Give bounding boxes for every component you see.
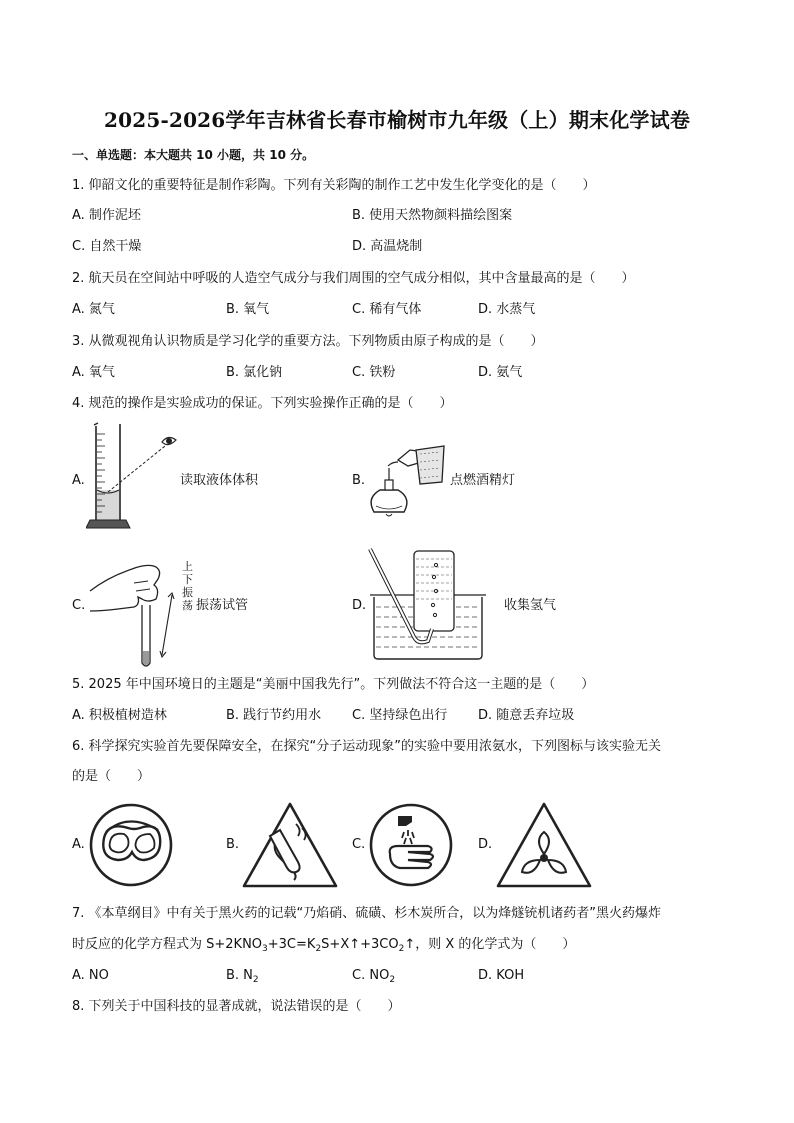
question-2-stem: 2. 航天员在空间站中呼吸的人造空气成分与我们周围的空气成分相似，其中含量最高的是（ ） — [72, 271, 635, 286]
question-1-option-b: B. 使用天然物颜料描绘图案 — [352, 208, 513, 223]
question-5-option-b: B. 践行节约用水 — [226, 708, 322, 723]
question-2-option-d: D. 水蒸气 — [478, 302, 536, 317]
question-3-option-b: B. 氯化钠 — [226, 365, 283, 380]
page-title: 2025-2026学年吉林省长春市榆树市九年级（上）期末化学试卷 — [103, 108, 691, 132]
question-7-option-b: B. $N_2$ — [226, 968, 259, 985]
question-4-option-c-text: 振荡试管 — [196, 598, 249, 613]
question-4-option-d-letter: D. — [352, 598, 367, 613]
question-3-option-a: A. 氧气 — [72, 365, 115, 380]
question-3-option-d: D. 氨气 — [478, 365, 523, 380]
question-6-option-d-letter: D. — [478, 837, 493, 852]
question-1-stem: 1. 仰韶文化的重要特征是制作彩陶。下列有关彩陶的制作工艺中发生化学变化的是（ ） — [72, 178, 596, 193]
gas-collection-figure — [366, 545, 494, 663]
question-5-option-d: D. 随意丢弃垃圾 — [478, 708, 575, 723]
section-heading: 一、单选题：本大题共 10 小题，共 10 分。 — [72, 148, 315, 162]
question-8-stem: 8. 下列关于中国科技的显著成就，说法错误的是（ ） — [72, 999, 401, 1014]
question-2-option-c: C. 稀有气体 — [352, 302, 422, 317]
alcohol-lamp-figure — [364, 442, 450, 520]
question-4-option-d-text: 收集氢气 — [504, 598, 557, 613]
question-7-option-d: D. KOH — [478, 968, 525, 983]
question-6-stem-line-1: 6. 科学探究实验首先要保障安全，在探究“分子运动现象”的实验中要用浓氨水，下列图标与该实验无关 — [72, 739, 662, 754]
question-1-option-d: D. 高温烧制 — [352, 239, 423, 254]
question-4-stem: 4. 规范的操作是实验成功的保证。下列实验操作正确的是（ ） — [72, 396, 453, 411]
question-1-option-c: C. 自然干燥 — [72, 239, 142, 254]
question-6-option-b-letter: B. — [226, 837, 240, 852]
question-4-option-c-letter: C. — [72, 598, 86, 613]
question-3-stem: 3. 从微观视角认识物质是学习化学的重要方法。下列物质由原子构成的是（ ） — [72, 334, 544, 349]
wash-hands-icon — [368, 802, 454, 888]
question-6-option-c-letter: C. — [352, 837, 366, 852]
question-7-stem-line-1: 7. 《本草纲目》中有关于黑火药的记载“乃焰硝、硫磺、杉木炭所合，以为烽燧铳机诸药者”黑火药爆炸 — [72, 906, 662, 921]
ventilation-fan-icon — [494, 800, 594, 890]
question-4-option-a-letter: A. — [72, 473, 85, 488]
question-3-option-c: C. 铁粉 — [352, 365, 396, 380]
question-1-option-a: A. 制作泥坯 — [72, 208, 141, 223]
question-2-option-b: B. 氧气 — [226, 302, 270, 317]
question-7-option-c: C. $NO_2$ — [352, 968, 396, 985]
question-5-option-c: C. 坚持绿色出行 — [352, 708, 448, 723]
shake-direction-annotation: 上 下 振 荡 — [182, 560, 193, 612]
graduated-cylinder-figure — [86, 420, 186, 538]
question-6-stem-line-2: 的是（ ） — [72, 769, 151, 784]
question-7-option-a: A. NO — [72, 968, 109, 983]
question-2-option-a: A. 氮气 — [72, 302, 115, 317]
hot-surface-warning-icon — [240, 800, 340, 890]
question-4-option-b-text: 点燃酒精灯 — [450, 473, 516, 488]
question-4-option-a-text: 读取液体体积 — [180, 473, 259, 488]
shake-test-tube-figure — [88, 555, 188, 673]
goggles-icon — [88, 802, 174, 888]
question-4-option-b-letter: B. — [352, 473, 366, 488]
question-5-stem: 5. 2025 年中国环境日的主题是“美丽中国我先行”。下列做法不符合这一主题的是（ ） — [72, 677, 595, 692]
question-5-option-a: A. 积极植树造林 — [72, 708, 167, 723]
question-6-option-a-letter: A. — [72, 837, 85, 852]
question-7-stem-line-2: 时反应的化学方程式为 $S+2KNO_3+3C=K_2S+X↑+3CO_2↑$，则 X 的化学式为（ ） — [72, 937, 576, 954]
